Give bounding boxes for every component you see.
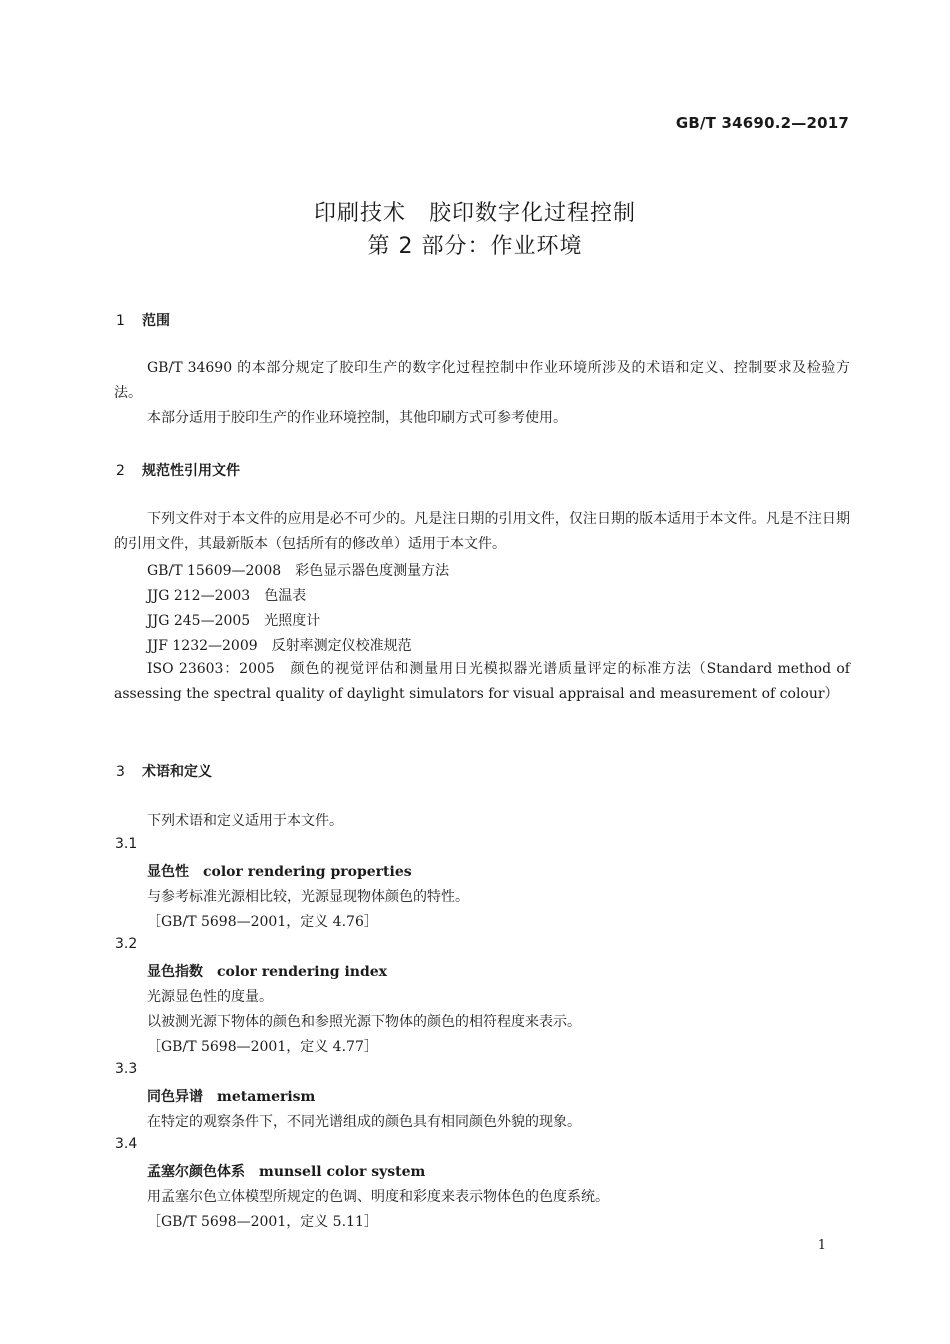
term-english: metamerism (217, 1089, 316, 1105)
term-number: 3.1 (115, 836, 138, 852)
reference-title: 光照度计 (264, 613, 321, 629)
reference-item (147, 560, 449, 580)
reference-title: 色温表 (264, 588, 307, 604)
section-title: 规范性引用文件 (142, 463, 240, 479)
term-english: color rendering index (217, 964, 388, 980)
title-line-1: 印刷技术 胶印数字化过程控制 (313, 201, 636, 226)
title-line-2: 第 2 部分：作业环境 (367, 234, 583, 259)
section-2-intro: 下列文件对于本文件的应用是必不可少的。凡是注日期的引用文件，仅注日期的版本适用于本文件。凡是不注日期的引用文件，其最新版本（包括所有的修改单）适用于本文件。 (114, 511, 850, 552)
reference-item (147, 610, 320, 630)
reference-item (147, 635, 412, 655)
term-definition-note: 以被测光源下物体的颜色和参照光源下物体的颜色的相符程度来表示。 (147, 1014, 581, 1030)
term-definition: 光源显色性的度量。 (147, 989, 273, 1005)
term-heading (147, 1161, 425, 1181)
term-chinese: 显色性 (147, 864, 189, 880)
reference-title: 反射率测定仪校准规范 (271, 638, 412, 654)
section-title: 术语和定义 (142, 764, 212, 780)
section-1-heading (116, 310, 170, 330)
term-heading (147, 861, 412, 881)
term-number: 3.4 (115, 1136, 138, 1152)
reference-title: 彩色显示器色度测量方法 (295, 563, 450, 579)
standard-code: GB/T 34690.2—2017 (675, 114, 849, 132)
section-title: 范围 (142, 313, 170, 329)
section-1-paragraph-2: 本部分适用于胶印生产的作业环境控制，其他印刷方式可参考使用。 (147, 410, 567, 426)
section-3-heading (116, 761, 212, 781)
page-number: 1 (817, 1238, 826, 1253)
section-1-paragraph-1: GB/T 34690 的本部分规定了胶印生产的数字化过程控制中作业环境所涉及的术语和定义、控制要求及检验方法。 (114, 360, 850, 401)
reference-code: GB/T 15609—2008 (147, 563, 282, 579)
reference-iso: ISO 23603：2005 颜色的视觉评估和测量用日光模拟器光谱质量评定的标准方法（Standard method of assessing the spectral quality of daylight simulators for visual appraisal and measurement of colour） (114, 661, 850, 702)
term-english: munsell color system (259, 1164, 426, 1180)
section-number: 3 (116, 764, 125, 780)
term-definition: 用孟塞尔色立体模型所规定的色调、明度和彩度来表示物体色的色度系统。 (147, 1189, 609, 1205)
reference-item (147, 585, 306, 605)
term-chinese: 同色异谱 (147, 1089, 203, 1105)
reference-code: JJF 1232—2009 (147, 638, 258, 654)
term-number: 3.3 (115, 1061, 138, 1077)
section-number: 2 (116, 463, 125, 479)
reference-code: JJG 245—2005 (147, 613, 251, 629)
section-2-heading (116, 460, 240, 480)
section-number: 1 (116, 313, 125, 329)
term-heading (147, 1086, 315, 1106)
reference-code: JJG 212—2003 (147, 588, 251, 604)
term-chinese: 显色指数 (147, 964, 203, 980)
term-number: 3.2 (115, 936, 138, 952)
term-source: ［GB/T 5698—2001，定义 4.76］ (147, 914, 378, 930)
term-definition: 与参考标准光源相比较，光源显现物体颜色的特性。 (147, 889, 469, 905)
term-heading (147, 961, 387, 981)
term-source: ［GB/T 5698—2001，定义 4.77］ (147, 1039, 378, 1055)
section-3-intro: 下列术语和定义适用于本文件。 (147, 813, 343, 829)
term-english: color rendering properties (203, 864, 412, 880)
term-source: ［GB/T 5698—2001，定义 5.11］ (147, 1214, 378, 1230)
term-chinese: 孟塞尔颜色体系 (147, 1164, 245, 1180)
term-definition: 在特定的观察条件下，不同光谱组成的颜色具有相同颜色外貌的现象。 (147, 1114, 581, 1130)
